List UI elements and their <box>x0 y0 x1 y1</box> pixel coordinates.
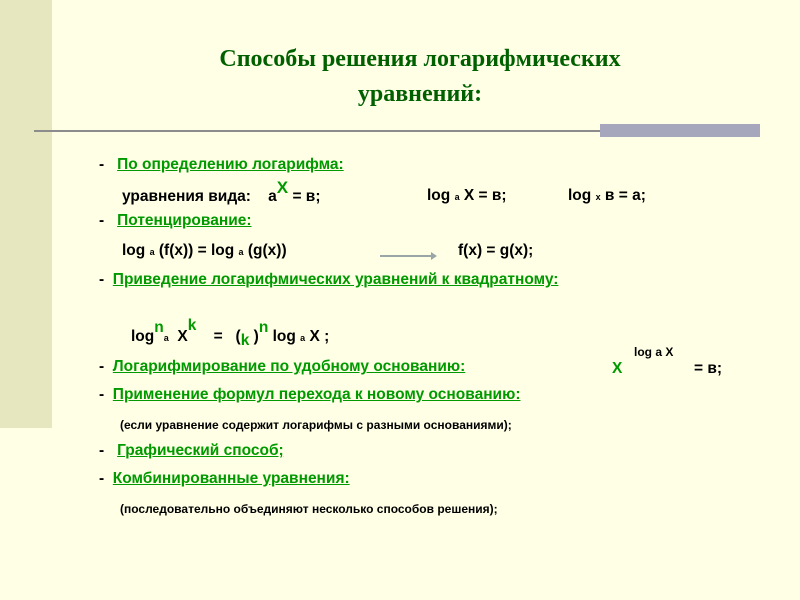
item-quadratic: - Приведение логарифмических уравнений к квадратному: <box>99 271 559 288</box>
definition-eq-2: log a X = в; <box>427 187 507 204</box>
left-accent-bar <box>0 0 52 428</box>
potentiation-label: Потенцирование: <box>117 212 252 229</box>
potentiation-result: f(x) = g(x); <box>458 242 534 259</box>
quadratic-equation: logna Xk = (k )n log a X ; <box>131 317 330 349</box>
definition-eq-3: log x в = а; <box>568 187 646 204</box>
definition-equations: уравнения вида: aX = в; <box>122 178 321 205</box>
item-combined: - Комбинированные уравнения: <box>99 470 350 487</box>
item-base-change: - Применение формул перехода к новому основанию: <box>99 386 521 403</box>
divider-block <box>600 124 760 137</box>
combined-label: Комбинированные уравнения: <box>112 470 350 487</box>
convenient-base-x: X <box>612 360 623 377</box>
slide-title: Способы решения логарифмических уравнений: <box>219 46 621 107</box>
convenient-base-label: Логарифмирование по удобному основанию: <box>112 358 466 375</box>
graphical-label: Графический способ; <box>117 442 284 459</box>
convenient-base-exponent: log a X <box>634 345 674 359</box>
base-change-note: (если уравнение содержит логарифмы с разными основаниями); <box>120 418 512 432</box>
potentiation-equation: log a (f(x)) = log a (g(x)) <box>122 242 287 259</box>
item-definition: - По определению логарифма: <box>99 156 344 173</box>
convenient-base-eq: = в; <box>694 360 723 377</box>
quadratic-label: Приведение логарифмических уравнений к квадратному: <box>112 271 559 288</box>
item-convenient-base: - Логарифмирование по удобному основанию: <box>99 358 466 375</box>
base-change-label: Применение формул перехода к новому основанию: <box>112 386 521 403</box>
title-divider <box>34 130 604 132</box>
item-graphical: - Графический способ; <box>99 442 284 459</box>
definition-label: По определению логарифма: <box>117 156 344 173</box>
combined-note: (последовательно объединяют несколько способов решения); <box>120 502 498 516</box>
item-potentiation: - Потенцирование: <box>99 212 252 229</box>
arrow-icon <box>380 255 432 257</box>
